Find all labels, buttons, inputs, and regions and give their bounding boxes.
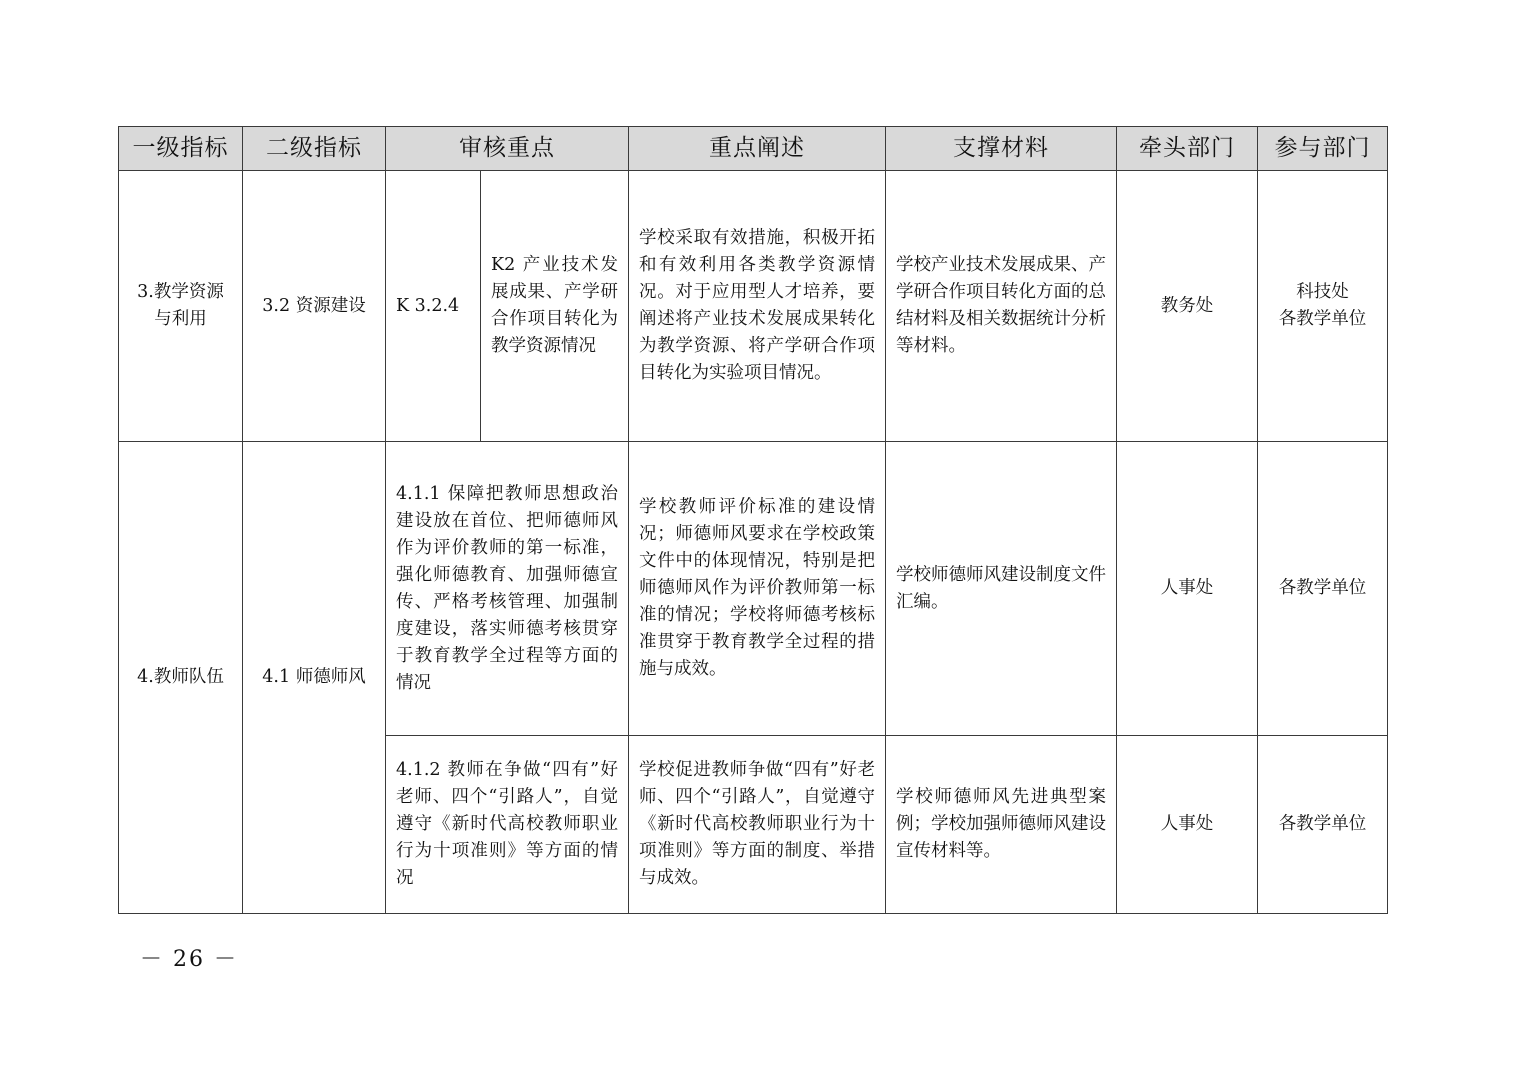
header-focus: 审核重点	[386, 127, 629, 171]
participant-item: 科技处	[1296, 282, 1349, 302]
level2-cell: 4.1 师德师风	[243, 442, 386, 914]
lead-cell: 教务处	[1117, 171, 1258, 442]
elaboration-cell: 学校促进教师争做“四有”好老师、四个“引路人”，自觉遵守《新时代高校教师职业行为十项准则》等方面的制度、举措与成效。	[629, 736, 886, 914]
header-row	[119, 127, 1388, 171]
level1-cell: 3.教学资源与利用	[119, 171, 243, 442]
participants-cell: 各教学单位	[1258, 442, 1388, 736]
lead-cell: 人事处	[1117, 442, 1258, 736]
participant-item: 各教学单位	[1278, 309, 1367, 329]
participants-cell: 各教学单位	[1258, 736, 1388, 914]
participants-cell	[1258, 171, 1388, 442]
header-participants: 参与部门	[1258, 127, 1388, 171]
header-materials: 支撑材料	[886, 127, 1117, 171]
code-cell: K 3.2.4	[386, 171, 481, 442]
page-number: － 26 －	[140, 947, 238, 972]
materials-cell: 学校师德师风先进典型案例；学校加强师德师风建设宣传材料等。	[886, 736, 1117, 914]
level2-cell: 3.2 资源建设	[243, 171, 386, 442]
table-row	[119, 442, 1388, 736]
focus-cell: 4.1.1 保障把教师思想政治建设放在首位、把师德师风作为评价教师的第一标准，强化师德教育、加强师德宣传、严格考核管理、加强制度建设，落实师德考核贯穿于教育教学全过程等方面的情况	[386, 442, 629, 736]
level1-cell: 4.教师队伍	[119, 442, 243, 914]
audit-table	[118, 126, 1388, 914]
materials-cell: 学校师德师风建设制度文件汇编。	[886, 442, 1117, 736]
table-row	[119, 171, 1388, 442]
lead-cell: 人事处	[1117, 736, 1258, 914]
header-elaboration: 重点阐述	[629, 127, 886, 171]
header-level2: 二级指标	[243, 127, 386, 171]
focus-cell: 4.1.2 教师在争做“四有”好老师、四个“引路人”，自觉遵守《新时代高校教师职业行为十项准则》等方面的情况	[386, 736, 629, 914]
elaboration-cell: 学校教师评价标准的建设情况；师德师风要求在学校政策文件中的体现情况，特别是把师德师风作为评价教师第一标准的情况；学校将师德考核标准贯穿于教育教学全过程的措施与成效。	[629, 442, 886, 736]
focus-cell: K2 产业技术发展成果、产学研合作项目转化为教学资源情况	[481, 171, 629, 442]
elaboration-cell: 学校采取有效措施，积极开拓和有效利用各类教学资源情况。对于应用型人才培养，要阐述将产业技术发展成果转化为教学资源、将产学研合作项目转化为实验项目情况。	[629, 171, 886, 442]
header-level1: 一级指标	[119, 127, 243, 171]
materials-cell: 学校产业技术发展成果、产学研合作项目转化方面的总结材料及相关数据统计分析等材料。	[886, 171, 1117, 442]
header-lead: 牵头部门	[1117, 127, 1258, 171]
